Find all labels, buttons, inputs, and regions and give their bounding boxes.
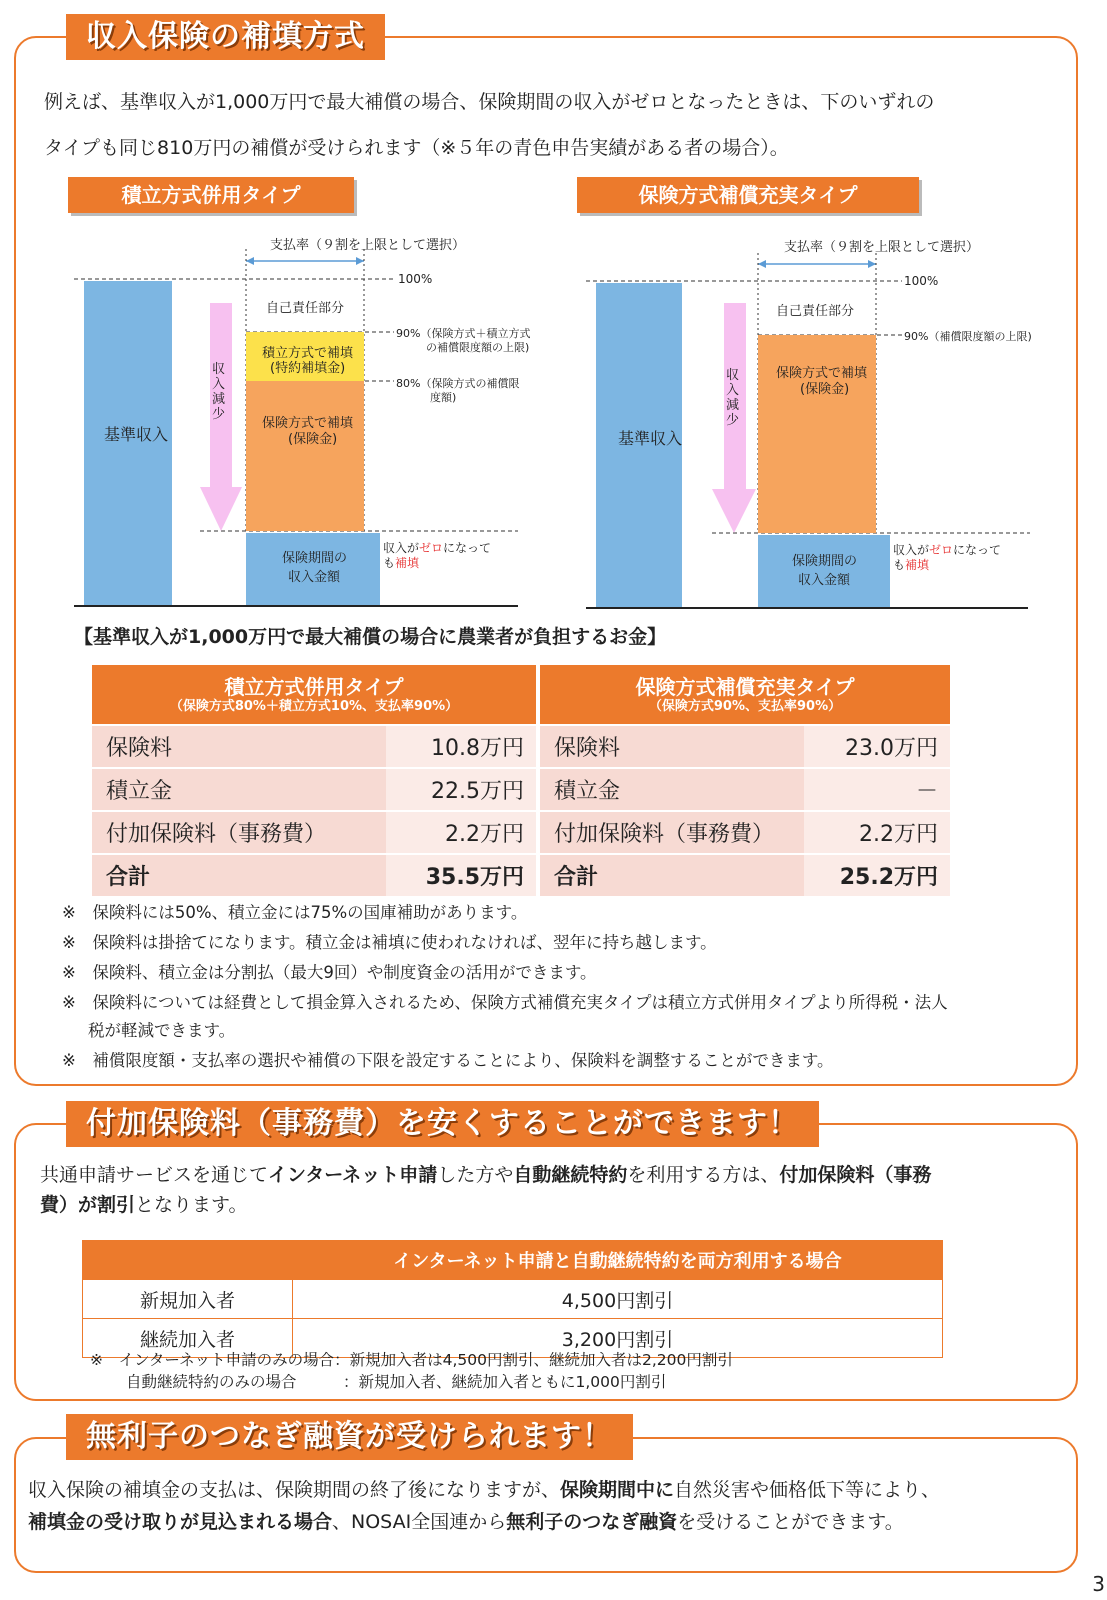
- note-1: ※ 保険料には50%、積立金には75%の国庫補助があります。: [62, 903, 528, 922]
- left-zero-note: 収入がゼロになって も補填: [383, 541, 492, 570]
- left-period1: 保険期間の: [282, 551, 348, 566]
- right-type-label: 保険方式補償充実タイプ: [577, 177, 919, 213]
- left-base: 基準収入: [104, 425, 169, 444]
- table-row-total: 合計 35.5万円 合計 25.2万円: [92, 854, 950, 897]
- section2-text: 共通申請サービスを通じてインターネット申請した方や自動継続特約を利用する方は、付加保険料（事務 費）が割引となります。: [40, 1164, 932, 1216]
- discount-header: インターネット申請と自動継続特約を両方利用する場合: [293, 1241, 943, 1280]
- right-ins2: (保険金): [800, 382, 850, 397]
- right-pay-rate: 支払率（９割を上限として選択）: [784, 240, 980, 255]
- left-reserve2: (特約補填金): [270, 361, 346, 376]
- page-number: 3: [1092, 1572, 1105, 1596]
- left-decrease: 収入減少: [212, 362, 226, 422]
- section1-intro: [44, 84, 1064, 166]
- left-ins2: (保険金): [288, 432, 338, 447]
- cost-caption: 【基準収入が1,000万円で最大補償の場合に農業者が負担するお金】: [74, 626, 667, 648]
- left-p80b: 度額): [430, 391, 457, 404]
- note-4: ※ 保険料については経費として損金算入されるため、保険方式補償充実タイプは積立方式併用タイプより所得税・法人: [62, 993, 948, 1012]
- right-period1: 保険期間の: [792, 554, 858, 569]
- right-p90: 90%（補償限度額の上限): [904, 330, 1032, 343]
- note-3: ※ 保険料、積立金は分割払（最大9回）や制度資金の活用ができます。: [62, 963, 597, 982]
- left-type-label: 積立方式併用タイプ: [68, 177, 354, 213]
- note-2: ※ 保険料は掛捨てになります。積立金は補填に使われなければ、翌年に持ち越します。: [62, 933, 717, 952]
- table-row: 積立金 22.5万円 積立金 －: [92, 768, 950, 811]
- left-ins1: 保険方式で補填: [262, 416, 354, 431]
- section1-title: 収入保険の補填方式: [66, 14, 385, 60]
- intro-line1: 例えば、基準収入が1,000万円で最大補償の場合、保険期間の収入がゼロとなったときは、下のいずれの: [44, 91, 935, 113]
- right-zero-note: 収入がゼロになって も補填: [893, 543, 1002, 572]
- section3-title: 無利子のつなぎ融資が受けられます！: [66, 1414, 633, 1460]
- cost-table: [92, 665, 950, 898]
- right-p100: 100%: [904, 274, 939, 288]
- note-4-cont: 税が軽減できます。: [88, 1021, 236, 1040]
- left-period2: 収入金額: [288, 570, 341, 585]
- right-ins1: 保険方式で補填: [776, 366, 868, 381]
- left-p80a: 80%（保険方式の補償限: [396, 377, 520, 390]
- left-reserve1: 積立方式で補填: [262, 346, 354, 361]
- cost-left-header: 積立方式併用タイプ （保険方式80%＋積立方式10%、支払率90%）: [92, 665, 536, 725]
- section3-text: 収入保険の補填金の支払は、保険期間の終了後になりますが、保険期間中に自然災害や価格低下等により、 補填金の受け取りが見込まれる場合、NOSAI全国連から無利子のつなぎ融資を受けることができます。: [28, 1479, 941, 1533]
- discount-table: [82, 1240, 943, 1358]
- note-5: ※ 補償限度額・支払率の選択や補償の下限を設定することにより、保険料を調整することができます。: [62, 1051, 834, 1070]
- section2-title: 付加保険料（事務費）を安くすることができます！: [66, 1101, 819, 1147]
- left-p90a: 90%（保険方式＋積立方式: [396, 327, 531, 340]
- table-row: 保険料 10.8万円 保険料 23.0万円: [92, 725, 950, 768]
- right-base: 基準収入: [618, 429, 683, 448]
- right-decrease: 収入減少: [726, 368, 740, 428]
- intro-line2: タイプも同じ810万円の補償が受けられます（※５年の青色申告実績がある者の場合）。: [44, 137, 789, 159]
- table-row: 新規加入者 4,500円割引: [83, 1280, 943, 1319]
- right-self: 自己責任部分: [776, 304, 855, 319]
- discount-note-2: 自動継続特約のみの場合 ：新規加入者、継続加入者ともに1,000円割引: [126, 1373, 667, 1391]
- table-row: 付加保険料（事務費） 2.2万円 付加保険料（事務費） 2.2万円: [92, 811, 950, 854]
- left-pay-rate: 支払率（９割を上限として選択）: [270, 238, 466, 253]
- cost-right-header: 保険方式補償充実タイプ （保険方式90%、支払率90%）: [540, 665, 950, 725]
- left-self: 自己責任部分: [266, 301, 345, 316]
- left-p90b: の補償限度額の上限): [426, 341, 530, 354]
- left-p100: 100%: [398, 272, 433, 286]
- table-row: 継続加入者 3,200円割引: [83, 1319, 943, 1358]
- discount-note-1: ※ インターネット申請のみの場合：新規加入者は4,500円割引、継続加入者は2,200円割引: [90, 1351, 733, 1369]
- right-period2: 収入金額: [798, 573, 851, 588]
